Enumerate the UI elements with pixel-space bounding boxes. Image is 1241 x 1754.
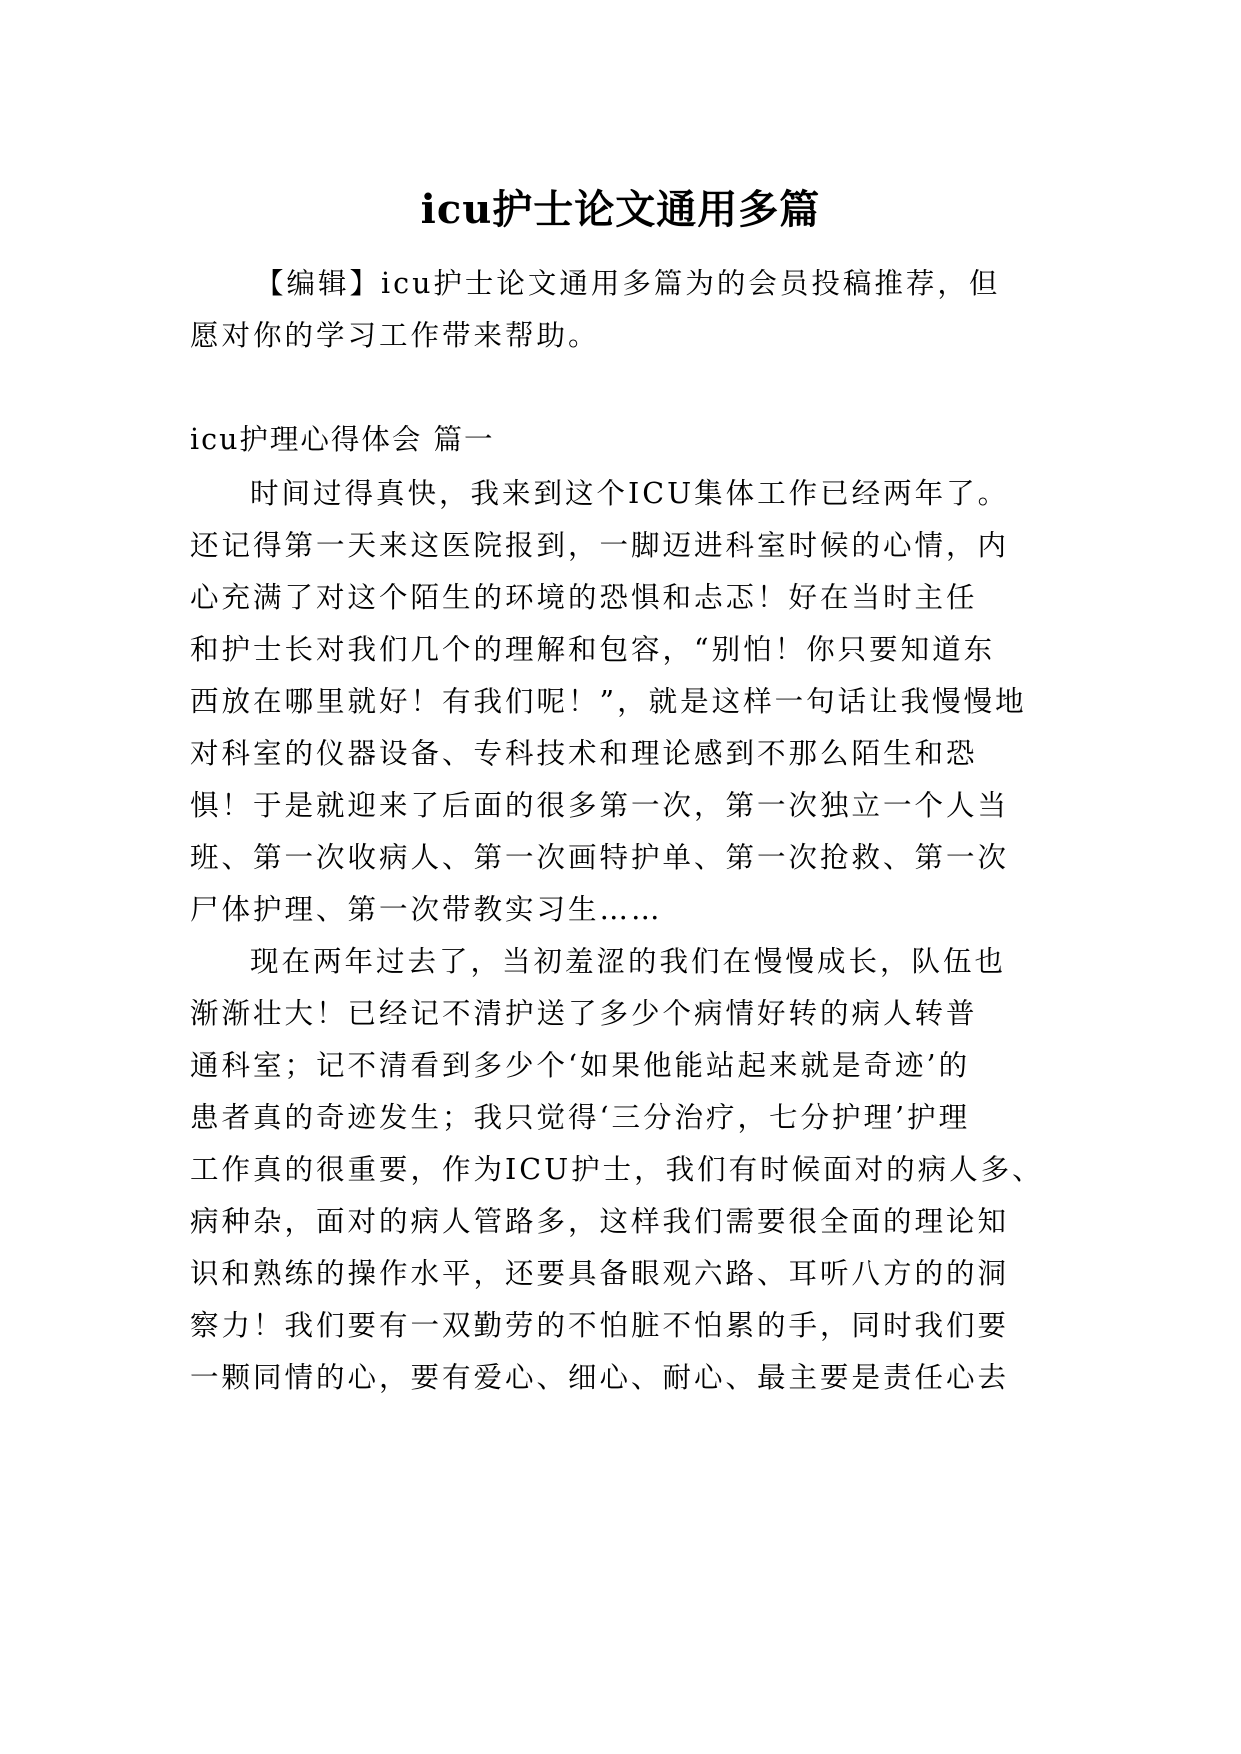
section-heading: icu护理心得体会 篇一 — [190, 423, 495, 456]
body-line-7: 惧！于是就迎来了后面的很多第一次，第一次独立一个人当 — [190, 789, 1010, 822]
intro-line-2: 愿对你的学习工作带来帮助。 — [190, 319, 600, 352]
body-line-13: 患者真的奇迹发生；我只觉得‘三分治疗，七分护理’护理 — [190, 1101, 971, 1134]
body-line-18: 一颗同情的心，要有爱心、细心、耐心、最主要是责任心去 — [190, 1361, 1010, 1394]
body-line-11: 渐渐壮大！已经记不清护送了多少个病情好转的病人转普 — [190, 997, 978, 1030]
body-line-17: 察力！我们要有一双勤劳的不怕脏不怕累的手，同时我们要 — [190, 1309, 1010, 1342]
body-line-14: 工作真的很重要，作为ICU护士，我们有时候面对的病人多、 — [190, 1153, 1044, 1186]
body-line-16: 识和熟练的操作水平，还要具备眼观六路、耳听八方的的洞 — [190, 1257, 1010, 1290]
body-line-15: 病种杂，面对的病人管路多，这样我们需要很全面的理论知 — [190, 1205, 1010, 1238]
body-line-8: 班、第一次收病人、第一次画特护单、第一次抢救、第一次 — [190, 841, 1010, 874]
body-line-4: 和护士长对我们几个的理解和包容，“别怕！你只要知道东 — [190, 633, 996, 666]
intro-line-1: 【编辑】icu护士论文通用多篇为的会员投稿推荐，但 — [255, 267, 1001, 300]
body-line-2: 还记得第一天来这医院报到，一脚迈进科室时候的心情，内 — [190, 529, 1010, 562]
body-line-3: 心充满了对这个陌生的环境的恐惧和忐忑！好在当时主任 — [190, 581, 978, 614]
document-title: icu护士论文通用多篇 — [420, 185, 821, 233]
body-line-1: 时间过得真快，我来到这个ICU集体工作已经两年了。 — [250, 477, 1010, 510]
body-line-12: 通科室；记不清看到多少个‘如果他能站起来就是奇迹’的 — [190, 1049, 971, 1082]
body-line-10: 现在两年过去了，当初羞涩的我们在慢慢成长，队伍也 — [250, 945, 1007, 978]
body-line-9: 尸体护理、第一次带教实习生…… — [190, 893, 663, 926]
body-line-6: 对科室的仪器设备、专科技术和理论感到不那么陌生和恐 — [190, 737, 978, 770]
body-line-5: 西放在哪里就好！有我们呢！”，就是这样一句话让我慢慢地 — [190, 685, 1027, 718]
